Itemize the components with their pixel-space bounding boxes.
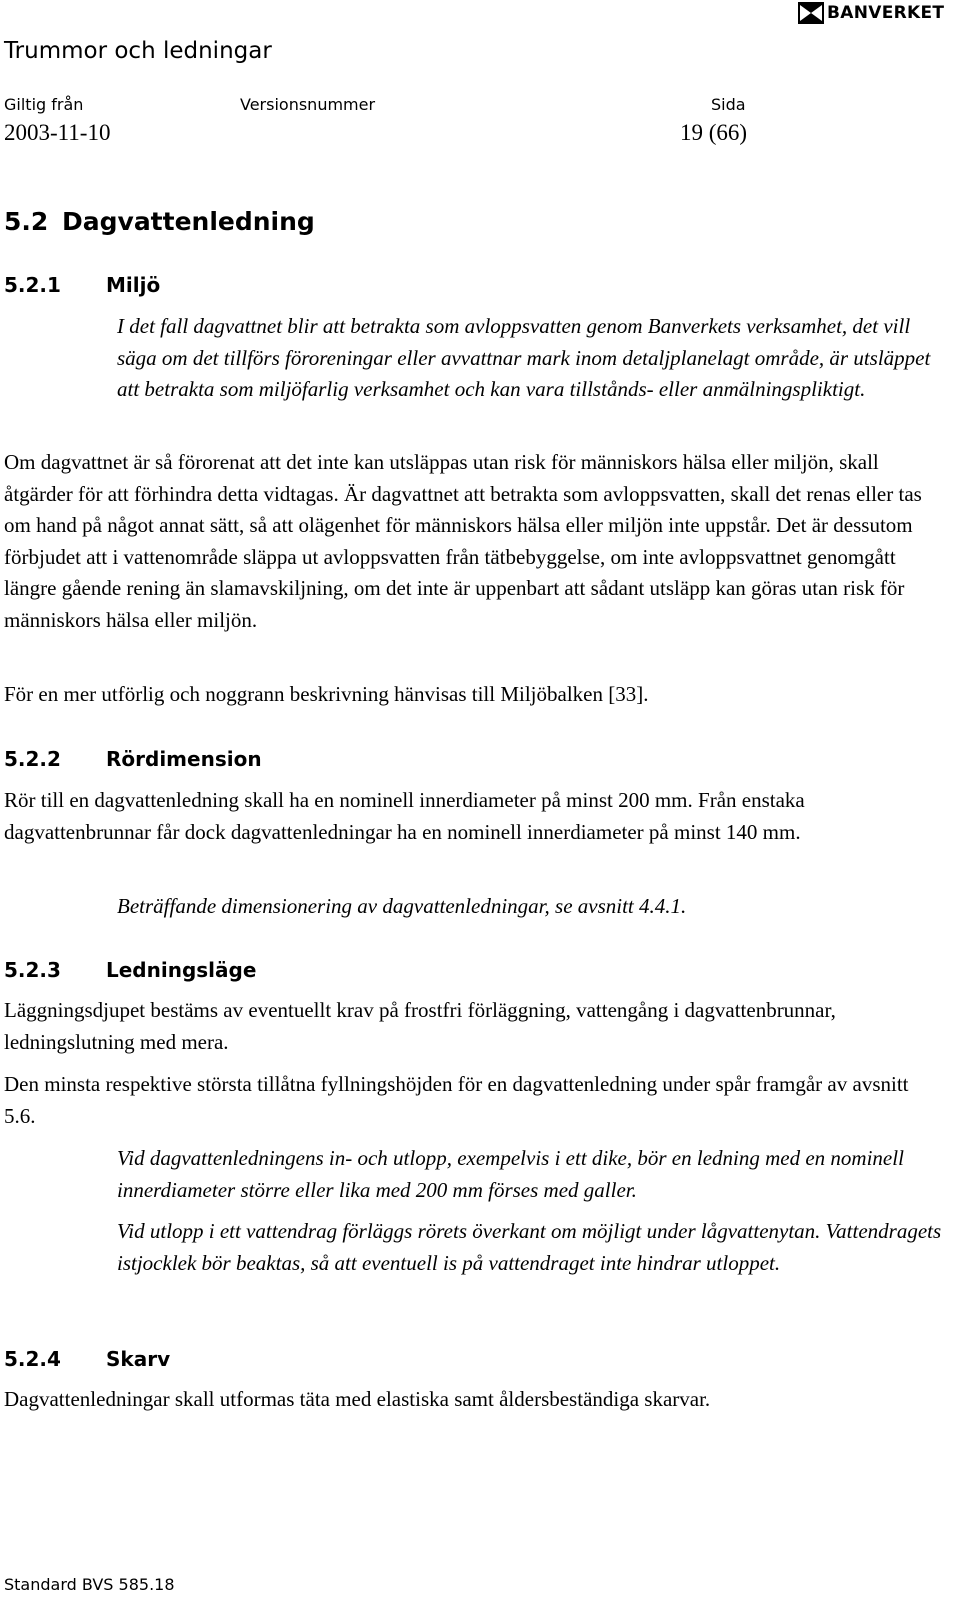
body-paragraph: Om dagvattnet är så förorenat att det inte kan utsläppas utan risk för människors hälsa eller miljön, skall åtgärder för att förhindra detta vidtagas. Är dagvattnet att betrakta som avloppsvatten, skall det renas eller tas om hand på något annat sätt, så att olägenhet för människors hälsa eller miljön inte uppstår. Det är dessutom förbjudet att i vattenområde släppa ut avloppsvatten från tätbebyggelse, om inte avloppsvattnet genomgått längre gående rening än slamavskiljning, om det inte är uppenbart att sådant utsläpp kan göras utan risk för människors hälsa eller miljön. <box>4 450 922 632</box>
valid-from-date: 2003-11-10 <box>4 120 111 145</box>
subsection-title: Miljö <box>106 273 161 297</box>
subsection-title: Rördimension <box>106 747 262 771</box>
section-number: 5.2 <box>4 207 49 236</box>
subsection-number: 5.2.3 <box>4 958 61 982</box>
section-title: Dagvattenledning <box>62 207 315 236</box>
logo-text: BANVERKET <box>827 3 945 23</box>
page-label: Sida <box>711 95 746 114</box>
body-paragraph: Den minsta respektive största tillåtna fyllningshöjden för en dagvattenledning under spår framgår av avsnitt 5.6. <box>4 1072 909 1128</box>
body-paragraph: För en mer utförlig och noggrann beskrivning hänvisas till Miljöbalken [33]. <box>4 682 649 706</box>
document-title: Trummor och ledningar <box>4 38 272 64</box>
footer-standard: Standard BVS 585.18 <box>4 1575 175 1594</box>
subsection-title: Ledningsläge <box>106 958 257 982</box>
page-number: 19 (66) <box>680 120 748 145</box>
subsection-title: Skarv <box>106 1347 171 1371</box>
subsection-number: 5.2.4 <box>4 1347 61 1371</box>
valid-from-label: Giltig från <box>4 95 84 114</box>
note-paragraph: I det fall dagvattnet blir att betrakta som avloppsvatten genom Banverkets verksamhet, det vill säga om det tillförs föroreningar eller avvattnar mark inom detaljplanelagt område, är utsläppet att betrakta som miljöfarlig verksamhet och kan vara tillstånds- eller anmälningspliktigt. <box>117 314 931 401</box>
subsection-number: 5.2.1 <box>4 273 61 297</box>
subsection-number: 5.2.2 <box>4 747 61 771</box>
note-paragraph: Beträffande dimensionering av dagvattenledningar, se avsnitt 4.4.1. <box>117 894 687 918</box>
body-paragraph: Rör till en dagvattenledning skall ha en nominell innerdiameter på minst 200 mm. Från enstaka dagvattenbrunnar får dock dagvattenledningar ha en nominell innerdiameter på minst 140 mm. <box>4 788 805 844</box>
version-label: Versionsnummer <box>240 95 376 114</box>
body-paragraph: Läggningsdjupet bestäms av eventuellt krav på frostfri förläggning, vattengång i dagvattenbrunnar, ledningslutning med mera. <box>4 998 836 1054</box>
note-paragraph: Vid dagvattenledningens in- och utlopp, exempelvis i ett dike, bör en ledning med en nominell innerdiameter större eller lika med 200 mm förses med galler. <box>117 1146 904 1202</box>
body-paragraph: Dagvattenledningar skall utformas täta med elastiska samt åldersbeständiga skarvar. <box>4 1387 711 1411</box>
note-paragraph: Vid utlopp i ett vattendrag förläggs rörets överkant om möjligt under lågvattenytan. Vattendragets istjocklek bör beaktas, så att eventuell is på vattendraget inte hindrar utloppet. <box>117 1219 942 1275</box>
